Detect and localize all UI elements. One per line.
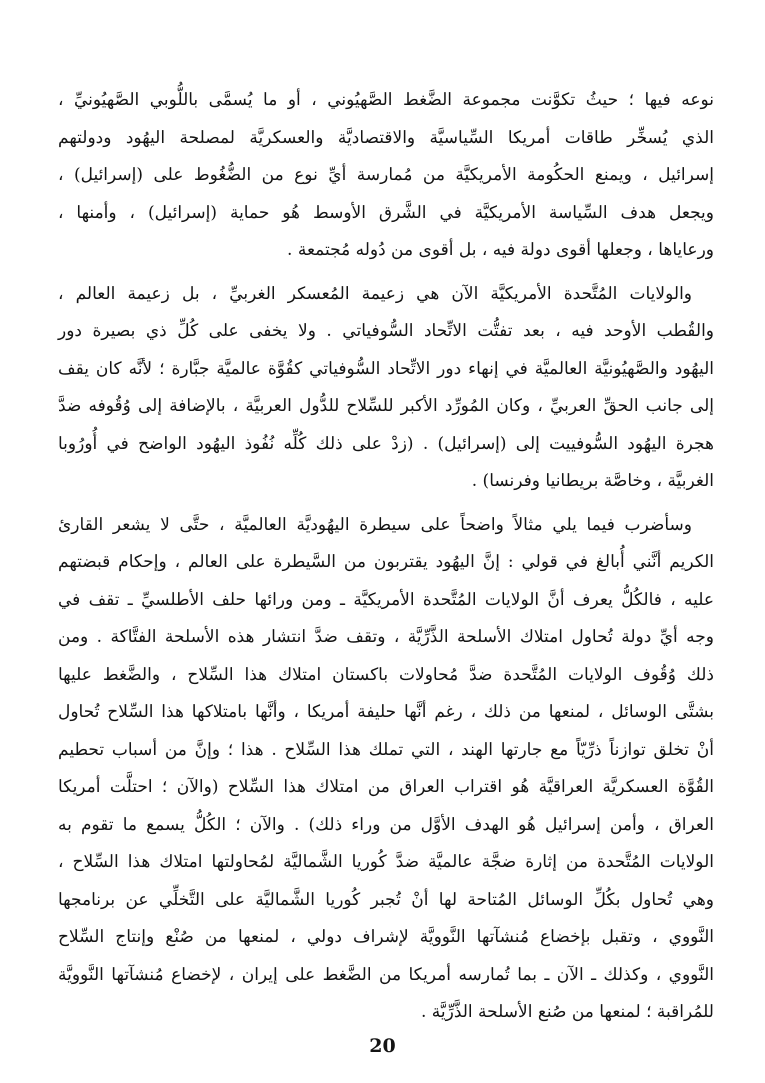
text-line: الكريم أنَّني أُبالغ في قولي : إنَّ اليهُود يقتربون من السَّيطرة على العالم ، وإحكام قبضتهم: [58, 552, 714, 572]
text-line: ورعاياها ، وجعلها أقوى دولة فيه ، بل أقوى من دُوله مُجتمعة .: [287, 240, 714, 260]
text-line: ويجعل هدف السِّياسة الأمريكيَّة في الشَّرق الأوسط هُو حماية (إسرائيل) ، وأمنها ،: [58, 202, 714, 223]
text-line: عليه ، فالكُلُّ يعرف أنَّ الولايات المُتَّحدة الأمريكيَّة ـ ومن ورائها حلف الأطلسيِّ ـ تقف في: [58, 589, 714, 610]
text-line: القُوَّة العسكريَّة العراقيَّة هُو اقتراب العراق من امتلاك هذا السِّلاح (والآن ؛ احتلَّت أمريكا: [58, 777, 714, 797]
text-line: النَّووي ، وتقبل بإخضاع مُنشآتها النَّوويَّة لإشراف دولي ، لمنعها من صُنْع وإنتاج السِّلاح: [58, 927, 714, 947]
page-number: 20: [369, 1035, 396, 1057]
text-line: والقُطب الأوحد فيه ، بعد تفتُّت الاتِّحاد السُّوفياتي . ولا يخفى على كُلِّ ذي بصيرة دور: [58, 321, 714, 341]
text-line: العراق ، وأمن إسرائيل هُو الهدف الأوَّل من وراء ذلك) . والآن ؛ الكُلُّ يسمع ما تقوم به: [58, 814, 714, 835]
text-line: وسأضرب فيما يلي مثالاً واضحاً على سيطرة اليهُوديَّة العالميَّة ، حتَّى لا يشعر القارئ: [58, 514, 692, 535]
text-line: الذي يُسخِّر طاقات أمريكا السِّياسيَّة والاقتصاديَّة والعسكريَّة لمصلحة اليهُود ودولتهم: [58, 127, 714, 148]
paragraph-1: [58, 82, 714, 270]
text-line: إلى جانب الحقِّ العربيِّ ، وكان المُورِّد الأكبر للسِّلاح للدُّول العربيَّة ، بالإضافة إلى وُقُوفه ضدَّ: [58, 396, 714, 416]
text-line: النَّووي ، وكذلك ـ الآن ـ بما تُمارسه أمريكا من الضَّغط على إيران ، لإخضاع مُنشآتها النَّوويَّة: [58, 964, 714, 985]
text-line: إسرائيل ، ويمنع الحكُومة الأمريكيَّة من مُمارسة أيِّ نوع من الضُّغُوط على (إسرائيل) ،: [58, 165, 714, 185]
text-line: هجرة اليهُود السُّوفييت إلى (إسرائيل) . (زدْ على ذلك كُلِّه نُفُوذ اليهُود الواضح في أُورُوبا: [58, 433, 714, 454]
paragraph-2: [58, 276, 714, 501]
text-line: وهي تُحاول بكُلِّ الوسائل المُتاحة لها أنْ تُجبر كُوريا الشَّماليَّة على التَّخلِّي عن برنامجها: [58, 889, 714, 910]
text-line: اليهُود والصَّهيُونيَّة العالميَّة في إنهاء دور الاتِّحاد السُّوفياتي كقُوَّة عالميَّة جبَّارة ؛ لأنَّه كان يقف: [58, 358, 714, 379]
text-line: بشتَّى الوسائل ، لمنعها من ذلك ، رغم أنَّها حليفة أمريكا ، وأنَّها بامتلاكها هذا السِّلاح تُحاول: [58, 702, 714, 722]
text-line: الغربيَّة ، وخاصَّة بريطانيا وفرنسا) .: [471, 471, 714, 491]
text-line: والولايات المُتَّحدة الأمريكيَّة الآن هي زعيمة المُعسكر الغربيِّ ، بل زعيمة العالم ،: [58, 283, 692, 304]
text-line: وجه أيِّ دولة تُحاول امتلاك الأسلحة الذَّرِّيَّة ، وتقف ضدَّ انتشار هذه الأسلحة الفتَّاكة . ومن: [58, 627, 714, 647]
text-line: ذلك وُقُوف الولايات المُتَّحدة ضدَّ مُحاولات باكستان امتلاك هذا السِّلاح ، والضَّغط عليها: [58, 664, 714, 685]
paragraph-3: [58, 507, 714, 1032]
page-body: [58, 82, 714, 1042]
text-line: الولايات المُتَّحدة من إثارة ضجَّة عالميَّة ضدَّ كُوريا الشَّماليَّة لمُحاولتها امتلاك هذا السِّلاح ،: [58, 852, 714, 872]
text-line: نوعه فيها ؛ حيثُ تكوَّنت مجموعة الضَّغط الصَّهيُوني ، أو ما يُسمَّى باللُّوبي الصَّهيُونيِّ ،: [58, 90, 714, 110]
text-line: للمُراقبة ؛ لمنعها من صُنع الأسلحة الذَّرِّيَّة .: [420, 1002, 714, 1022]
text-line: أنْ تخلق توازناً ذرِّيّاً مع جارتها الهند ، التي تملك هذا السِّلاح . هذا ؛ وإنَّ من أسباب تحطيم: [58, 739, 714, 760]
